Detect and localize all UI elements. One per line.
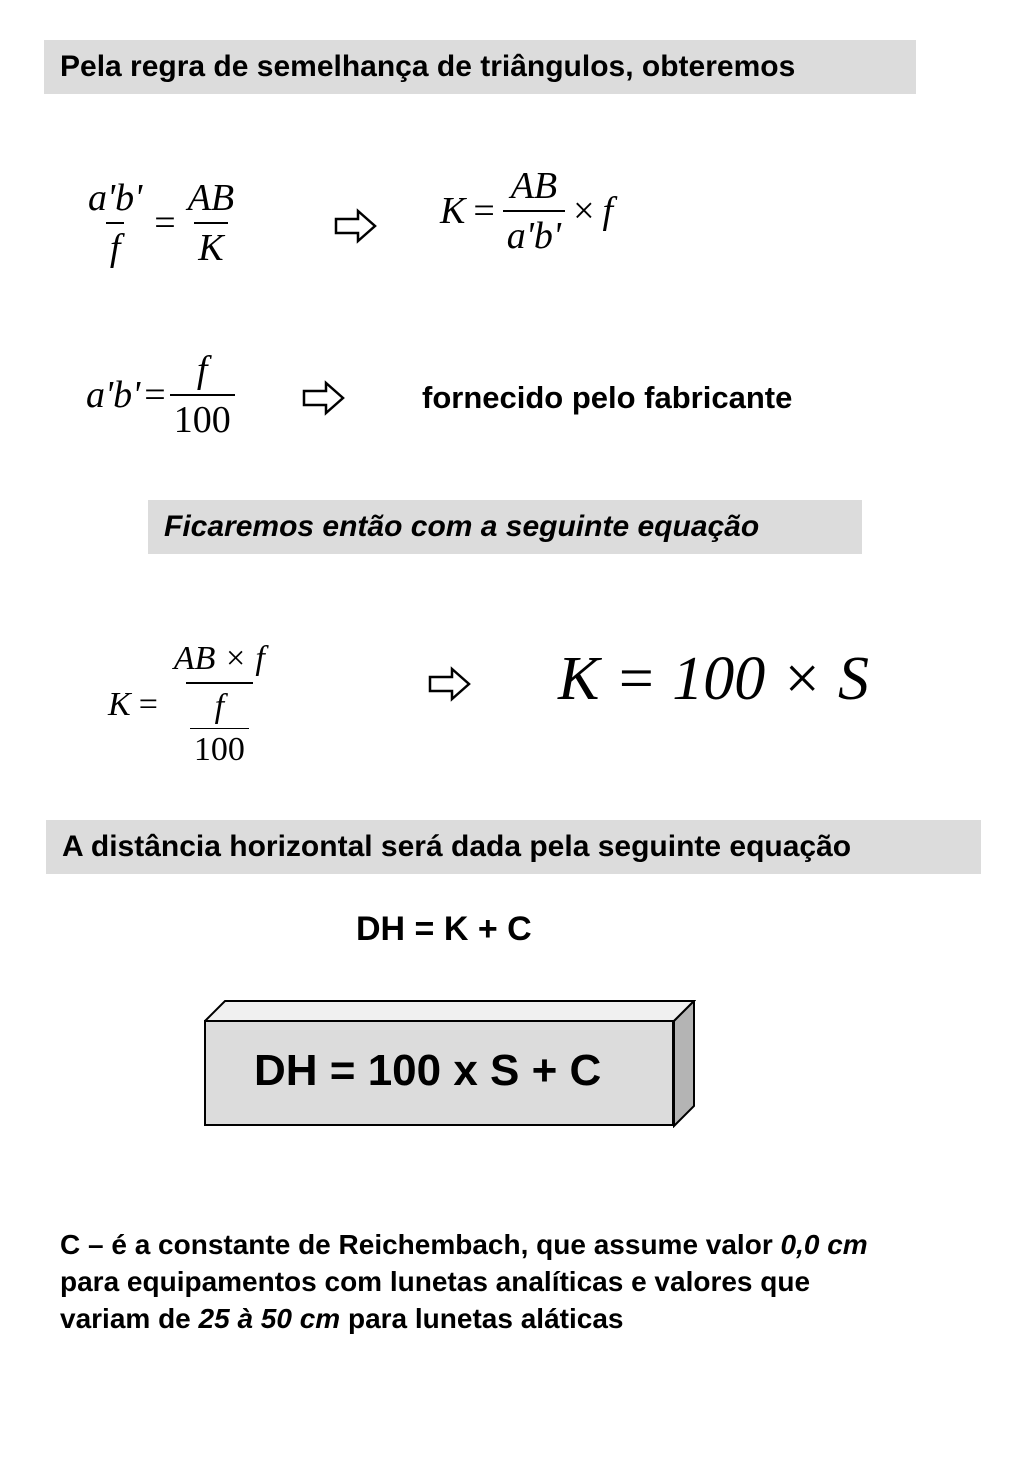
equals-sign: = — [144, 374, 166, 416]
equation-K-result — [440, 164, 613, 258]
equals-sign: = — [138, 685, 158, 723]
reichenbach-constant-note — [60, 1226, 960, 1337]
equation-K-100-S: K = 100 × S — [558, 645, 870, 713]
header-resulting-equation: Ficaremos então com a seguinte equação — [148, 500, 862, 554]
focal-f: f — [602, 190, 614, 232]
note-text: variam de — [60, 1303, 199, 1334]
note-value-0cm: 0,0 cm — [780, 1229, 868, 1260]
denominator — [186, 682, 253, 769]
inner-numerator: f — [214, 688, 225, 725]
numerator: f — [196, 349, 208, 391]
equation-proportion — [84, 176, 238, 270]
denominator: K — [194, 222, 227, 270]
fraction-AB-over-ab — [503, 164, 565, 258]
fraction-AB-over-K — [184, 176, 238, 270]
note-text: C – é a constante de Reichembach, que assume valor — [60, 1229, 781, 1260]
numerator: a'b' — [88, 177, 143, 219]
note-value-range: 25 à 50 cm — [198, 1303, 341, 1334]
denominator: a'b' — [503, 210, 565, 258]
denominator: 100 — [170, 394, 235, 442]
times-sign: × — [573, 190, 595, 232]
equation-ab-f-over-100 — [86, 348, 235, 442]
header-horizontal-distance: A distância horizontal será dada pela seguinte equação — [46, 820, 981, 874]
denominator: f — [106, 222, 125, 270]
note-text: para lunetas aláticas — [340, 1303, 624, 1334]
equation-K-compound — [108, 640, 273, 769]
implies-arrow-icon — [334, 208, 378, 244]
numerator: AB — [187, 177, 235, 219]
note-text: para equipamentos com lunetas analíticas e valores que — [60, 1266, 811, 1297]
fraction-f-over-100 — [170, 348, 235, 442]
formula-dh-100-s-c: DH = 100 x S + C — [254, 1046, 602, 1095]
implies-arrow-icon — [302, 380, 346, 416]
highlighted-formula-box — [204, 1000, 696, 1128]
header-similar-triangles: Pela regra de semelhança de triângulos, obteremos — [44, 40, 916, 94]
equals-sign: = — [473, 190, 495, 232]
compound-fraction — [166, 640, 273, 769]
inner-denominator: 100 — [190, 728, 249, 769]
numerator: AB — [510, 165, 558, 207]
K-symbol: K — [440, 190, 466, 232]
inner-fraction — [190, 688, 249, 769]
numerator: AB × f — [173, 640, 265, 677]
manufacturer-note: fornecido pelo fabricante — [422, 380, 793, 415]
K-symbol: K — [108, 685, 131, 723]
equals-sign: = — [154, 202, 176, 244]
ab-symbol: a'b' — [86, 374, 141, 416]
implies-arrow-icon — [428, 666, 472, 702]
fraction-ab-over-f — [84, 176, 146, 270]
formula-dh-k-c: DH = K + C — [356, 910, 532, 948]
